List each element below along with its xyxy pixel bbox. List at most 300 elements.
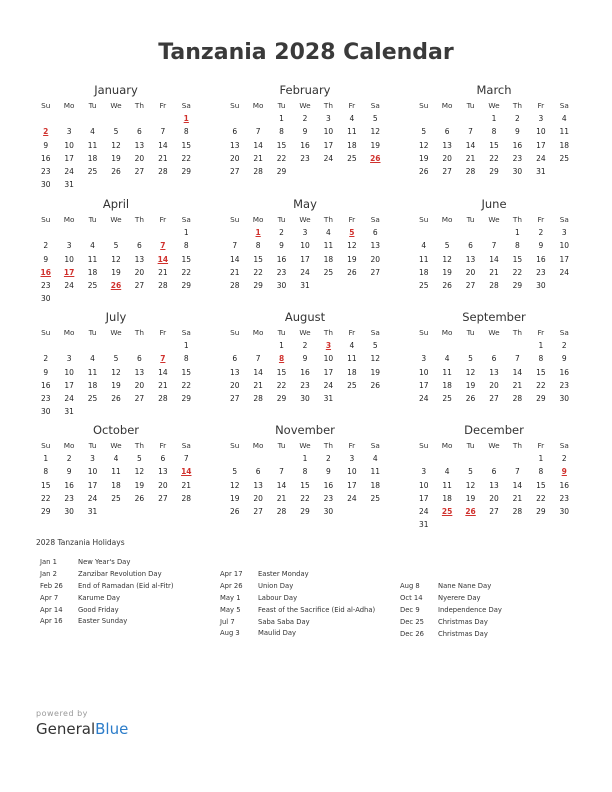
calendar-day[interactable]: 18 [418, 267, 429, 277]
calendar-day[interactable]: 17 [323, 367, 334, 377]
calendar-day[interactable]: 17 [347, 480, 357, 490]
calendar-day[interactable]: 22 [181, 380, 192, 390]
calendar-day[interactable]: 4 [349, 341, 355, 351]
calendar-day[interactable]: 23 [512, 153, 523, 163]
calendar-day[interactable]: 9 [43, 254, 49, 264]
calendar-day[interactable]: 9 [66, 467, 72, 477]
calendar-day[interactable]: 10 [347, 467, 357, 477]
calendar-day[interactable]: 24 [64, 280, 74, 290]
calendar-day[interactable]: 3 [349, 454, 355, 464]
calendar-day[interactable]: 5 [113, 354, 119, 364]
calendar-day[interactable]: 18 [559, 140, 570, 150]
calendar-day[interactable]: 15 [300, 480, 310, 490]
calendar-day[interactable]: 17 [64, 153, 74, 163]
calendar-day[interactable]: 9 [515, 127, 520, 137]
calendar-day[interactable]: 12 [370, 127, 381, 137]
calendar-day[interactable]: 18 [442, 380, 452, 390]
calendar-day[interactable]: 21 [512, 493, 523, 503]
calendar-day[interactable]: 19 [111, 153, 121, 163]
calendar-day[interactable]: 18 [87, 153, 98, 163]
calendar-day[interactable]: 6 [255, 467, 261, 477]
calendar-day[interactable]: 8 [183, 127, 189, 137]
calendar-day[interactable]: 6 [137, 127, 142, 137]
calendar-day[interactable]: 6 [444, 127, 450, 137]
calendar-day[interactable]: 20 [442, 153, 452, 163]
calendar-day[interactable]: 29 [181, 166, 192, 176]
calendar-day[interactable]: 26 [134, 493, 145, 503]
calendar-day[interactable]: 4 [421, 241, 427, 251]
calendar-day[interactable]: 27 [158, 493, 168, 503]
calendar-day[interactable]: 4 [90, 241, 95, 251]
holiday-day[interactable]: 14 [181, 467, 192, 477]
calendar-day[interactable]: 12 [111, 140, 121, 150]
calendar-day[interactable]: 22 [512, 267, 523, 277]
calendar-day[interactable]: 28 [276, 506, 287, 516]
calendar-day[interactable]: 12 [465, 480, 476, 490]
calendar-day[interactable]: 3 [538, 114, 544, 124]
calendar-day[interactable]: 21 [489, 267, 499, 277]
calendar-day[interactable]: 23 [64, 493, 74, 503]
calendar-day[interactable]: 19 [370, 367, 381, 377]
calendar-day[interactable]: 15 [276, 140, 287, 150]
calendar-day[interactable]: 22 [276, 153, 287, 163]
calendar-day[interactable]: 11 [370, 467, 381, 477]
calendar-day[interactable]: 18 [347, 367, 357, 377]
calendar-day[interactable]: 11 [442, 480, 452, 490]
calendar-day[interactable]: 16 [40, 380, 51, 390]
calendar-day[interactable]: 30 [323, 506, 334, 516]
calendar-day[interactable]: 8 [302, 467, 308, 477]
calendar-day[interactable]: 2 [326, 454, 331, 464]
calendar-day[interactable]: 14 [489, 254, 499, 264]
calendar-day[interactable]: 22 [253, 267, 263, 277]
calendar-day[interactable]: 20 [229, 380, 240, 390]
calendar-day[interactable]: 30 [559, 393, 570, 403]
calendar-day[interactable]: 29 [276, 393, 287, 403]
calendar-day[interactable]: 17 [87, 480, 98, 490]
calendar-day[interactable]: 15 [512, 254, 523, 264]
calendar-day[interactable]: 13 [134, 254, 145, 264]
calendar-day[interactable]: 25 [418, 280, 429, 290]
calendar-day[interactable]: 3 [302, 228, 308, 238]
calendar-day[interactable]: 20 [370, 254, 381, 264]
calendar-day[interactable]: 9 [561, 354, 567, 364]
calendar-day[interactable]: 30 [40, 180, 51, 190]
calendar-day[interactable]: 11 [87, 367, 98, 377]
calendar-day[interactable]: 2 [43, 354, 49, 364]
calendar-day[interactable]: 10 [536, 127, 546, 137]
calendar-day[interactable]: 2 [66, 454, 72, 464]
calendar-day[interactable]: 4 [561, 114, 567, 124]
calendar-day[interactable]: 26 [418, 166, 429, 176]
calendar-day[interactable]: 2 [43, 241, 49, 251]
calendar-day[interactable]: 13 [442, 140, 452, 150]
calendar-day[interactable]: 22 [536, 493, 546, 503]
calendar-day[interactable]: 25 [370, 493, 381, 503]
calendar-day[interactable]: 7 [183, 454, 189, 464]
calendar-day[interactable]: 22 [276, 380, 287, 390]
calendar-day[interactable]: 7 [279, 467, 284, 477]
calendar-day[interactable]: 28 [229, 280, 240, 290]
calendar-day[interactable]: 3 [66, 241, 72, 251]
calendar-day[interactable]: 8 [255, 241, 261, 251]
calendar-day[interactable]: 3 [66, 127, 72, 137]
calendar-day[interactable]: 10 [418, 480, 429, 490]
calendar-day[interactable]: 22 [40, 493, 51, 503]
calendar-day[interactable]: 14 [158, 140, 168, 150]
calendar-day[interactable]: 25 [559, 153, 570, 163]
calendar-day[interactable]: 14 [512, 367, 523, 377]
calendar-day[interactable]: 26 [465, 393, 476, 403]
calendar-day[interactable]: 23 [536, 267, 546, 277]
calendar-day[interactable]: 2 [561, 341, 567, 351]
holiday-day[interactable]: 3 [325, 341, 332, 351]
calendar-day[interactable]: 22 [181, 267, 192, 277]
calendar-day[interactable]: 19 [370, 140, 381, 150]
calendar-day[interactable]: 12 [370, 354, 381, 364]
calendar-day[interactable]: 20 [229, 153, 240, 163]
calendar-day[interactable]: 7 [255, 127, 261, 137]
calendar-day[interactable]: 1 [491, 114, 497, 124]
calendar-day[interactable]: 19 [111, 380, 121, 390]
calendar-day[interactable]: 1 [538, 341, 544, 351]
calendar-day[interactable]: 28 [512, 393, 523, 403]
calendar-day[interactable]: 4 [444, 354, 450, 364]
calendar-day[interactable]: 28 [512, 506, 523, 516]
calendar-day[interactable]: 14 [229, 254, 240, 264]
calendar-day[interactable]: 28 [158, 393, 168, 403]
calendar-day[interactable]: 24 [418, 506, 429, 516]
calendar-day[interactable]: 13 [134, 140, 145, 150]
calendar-day[interactable]: 27 [489, 506, 499, 516]
calendar-day[interactable]: 24 [323, 380, 334, 390]
calendar-day[interactable]: 14 [158, 367, 168, 377]
calendar-day[interactable]: 25 [87, 280, 98, 290]
calendar-day[interactable]: 17 [64, 380, 74, 390]
calendar-day[interactable]: 14 [512, 480, 523, 490]
calendar-day[interactable]: 8 [538, 467, 544, 477]
calendar-day[interactable]: 15 [253, 254, 263, 264]
calendar-day[interactable]: 1 [302, 454, 308, 464]
calendar-day[interactable]: 23 [40, 280, 51, 290]
calendar-day[interactable]: 23 [300, 380, 310, 390]
calendar-day[interactable]: 19 [465, 493, 476, 503]
calendar-day[interactable]: 11 [87, 254, 98, 264]
calendar-day[interactable]: 25 [347, 380, 357, 390]
calendar-day[interactable]: 11 [559, 127, 570, 137]
calendar-day[interactable]: 21 [253, 153, 263, 163]
calendar-day[interactable]: 28 [158, 166, 168, 176]
calendar-day[interactable]: 7 [491, 241, 497, 251]
calendar-day[interactable]: 5 [372, 114, 378, 124]
calendar-day[interactable]: 15 [536, 367, 546, 377]
holiday-day[interactable]: 25 [441, 506, 453, 516]
calendar-day[interactable]: 1 [43, 454, 49, 464]
calendar-day[interactable]: 20 [158, 480, 168, 490]
calendar-day[interactable]: 5 [421, 127, 427, 137]
calendar-day[interactable]: 24 [323, 153, 334, 163]
calendar-day[interactable]: 20 [134, 380, 145, 390]
calendar-day[interactable]: 4 [372, 454, 378, 464]
calendar-day[interactable]: 17 [323, 140, 334, 150]
calendar-day[interactable]: 13 [370, 241, 381, 251]
calendar-day[interactable]: 25 [87, 393, 98, 403]
holiday-day[interactable]: 7 [160, 241, 166, 251]
calendar-day[interactable]: 4 [326, 228, 331, 238]
calendar-day[interactable]: 22 [181, 153, 192, 163]
calendar-day[interactable]: 12 [465, 367, 476, 377]
calendar-day[interactable]: 10 [323, 354, 334, 364]
calendar-day[interactable]: 13 [465, 254, 476, 264]
calendar-day[interactable]: 5 [372, 341, 378, 351]
calendar-day[interactable]: 8 [183, 354, 189, 364]
calendar-day[interactable]: 18 [370, 480, 381, 490]
calendar-day[interactable]: 13 [158, 467, 168, 477]
calendar-day[interactable]: 21 [158, 153, 168, 163]
calendar-day[interactable]: 24 [300, 267, 310, 277]
calendar-day[interactable]: 3 [561, 228, 567, 238]
calendar-day[interactable]: 5 [468, 467, 473, 477]
calendar-day[interactable]: 22 [300, 493, 310, 503]
calendar-day[interactable]: 29 [253, 280, 263, 290]
calendar-day[interactable]: 29 [40, 506, 51, 516]
calendar-day[interactable]: 11 [323, 241, 334, 251]
calendar-day[interactable]: 7 [255, 354, 261, 364]
calendar-day[interactable]: 10 [323, 127, 334, 137]
calendar-day[interactable]: 16 [40, 153, 51, 163]
calendar-day[interactable]: 24 [418, 393, 429, 403]
calendar-day[interactable]: 8 [43, 467, 49, 477]
calendar-day[interactable]: 23 [323, 493, 334, 503]
calendar-day[interactable]: 15 [181, 254, 192, 264]
calendar-day[interactable]: 1 [183, 228, 189, 238]
calendar-day[interactable]: 10 [64, 254, 74, 264]
calendar-day[interactable]: 5 [137, 454, 142, 464]
calendar-day[interactable]: 7 [515, 354, 520, 364]
calendar-day[interactable]: 5 [468, 354, 473, 364]
calendar-day[interactable]: 20 [134, 267, 145, 277]
calendar-day[interactable]: 27 [229, 393, 240, 403]
calendar-day[interactable]: 24 [64, 393, 74, 403]
calendar-day[interactable]: 18 [111, 480, 121, 490]
calendar-day[interactable]: 19 [442, 267, 452, 277]
calendar-day[interactable]: 16 [559, 480, 570, 490]
holiday-day[interactable]: 26 [370, 153, 381, 163]
calendar-day[interactable]: 15 [181, 140, 192, 150]
calendar-day[interactable]: 5 [444, 241, 450, 251]
calendar-day[interactable]: 21 [465, 153, 476, 163]
calendar-day[interactable]: 27 [442, 166, 452, 176]
calendar-day[interactable]: 2 [538, 228, 544, 238]
calendar-day[interactable]: 7 [232, 241, 238, 251]
calendar-day[interactable]: 13 [229, 367, 240, 377]
calendar-day[interactable]: 31 [536, 166, 546, 176]
calendar-day[interactable]: 24 [64, 166, 74, 176]
calendar-day[interactable]: 30 [64, 506, 74, 516]
calendar-day[interactable]: 28 [253, 393, 263, 403]
calendar-day[interactable]: 14 [253, 367, 263, 377]
calendar-day[interactable]: 18 [87, 267, 98, 277]
calendar-day[interactable]: 27 [253, 506, 263, 516]
calendar-day[interactable]: 19 [347, 254, 357, 264]
calendar-day[interactable]: 18 [87, 380, 98, 390]
calendar-day[interactable]: 7 [515, 467, 520, 477]
calendar-day[interactable]: 20 [253, 493, 263, 503]
calendar-day[interactable]: 13 [253, 480, 263, 490]
calendar-day[interactable]: 20 [134, 153, 145, 163]
calendar-day[interactable]: 17 [536, 140, 546, 150]
calendar-day[interactable]: 6 [491, 467, 497, 477]
holiday-day[interactable]: 7 [160, 354, 166, 364]
calendar-day[interactable]: 13 [229, 140, 240, 150]
holiday-day[interactable]: 16 [40, 267, 51, 277]
calendar-day[interactable]: 29 [536, 506, 546, 516]
calendar-day[interactable]: 31 [418, 520, 429, 530]
calendar-day[interactable]: 3 [66, 354, 72, 364]
calendar-day[interactable]: 12 [229, 480, 240, 490]
calendar-day[interactable]: 26 [370, 380, 381, 390]
calendar-day[interactable]: 24 [536, 153, 546, 163]
calendar-day[interactable]: 30 [536, 280, 546, 290]
calendar-day[interactable]: 12 [442, 254, 452, 264]
calendar-day[interactable]: 25 [323, 267, 334, 277]
calendar-day[interactable]: 24 [347, 493, 357, 503]
calendar-day[interactable]: 4 [90, 127, 95, 137]
calendar-day[interactable]: 25 [442, 393, 452, 403]
calendar-day[interactable]: 31 [64, 180, 74, 190]
calendar-day[interactable]: 29 [489, 166, 499, 176]
calendar-day[interactable]: 27 [134, 166, 145, 176]
calendar-day[interactable]: 28 [181, 493, 192, 503]
calendar-day[interactable]: 16 [559, 367, 570, 377]
calendar-day[interactable]: 4 [349, 114, 355, 124]
calendar-day[interactable]: 3 [90, 454, 95, 464]
holiday-day[interactable]: 5 [349, 228, 355, 238]
holiday-day[interactable]: 26 [110, 280, 122, 290]
calendar-day[interactable]: 21 [229, 267, 240, 277]
calendar-day[interactable]: 9 [326, 467, 331, 477]
calendar-day[interactable]: 15 [40, 480, 51, 490]
calendar-day[interactable]: 2 [561, 454, 567, 464]
calendar-day[interactable]: 3 [421, 354, 427, 364]
calendar-day[interactable]: 21 [276, 493, 287, 503]
calendar-day[interactable]: 1 [279, 114, 284, 124]
calendar-day[interactable]: 9 [302, 354, 308, 364]
calendar-day[interactable]: 31 [64, 407, 74, 417]
calendar-day[interactable]: 2 [302, 341, 308, 351]
calendar-day[interactable]: 16 [64, 480, 74, 490]
holiday-day[interactable]: 14 [157, 254, 169, 264]
calendar-day[interactable]: 17 [418, 493, 429, 503]
calendar-day[interactable]: 17 [418, 380, 429, 390]
calendar-day[interactable]: 29 [181, 393, 192, 403]
calendar-day[interactable]: 6 [232, 354, 238, 364]
calendar-day[interactable]: 23 [40, 393, 51, 403]
calendar-day[interactable]: 21 [158, 380, 168, 390]
calendar-day[interactable]: 23 [559, 493, 570, 503]
calendar-day[interactable]: 23 [300, 153, 310, 163]
calendar-day[interactable]: 20 [489, 493, 499, 503]
calendar-day[interactable]: 16 [323, 480, 334, 490]
calendar-day[interactable]: 6 [372, 228, 378, 238]
calendar-day[interactable]: 28 [465, 166, 476, 176]
calendar-day[interactable]: 8 [183, 241, 189, 251]
calendar-day[interactable]: 12 [111, 367, 121, 377]
calendar-day[interactable]: 19 [465, 380, 476, 390]
calendar-day[interactable]: 19 [418, 153, 429, 163]
calendar-day[interactable]: 22 [489, 153, 499, 163]
calendar-day[interactable]: 9 [279, 241, 284, 251]
calendar-day[interactable]: 12 [418, 140, 429, 150]
calendar-day[interactable]: 18 [442, 493, 452, 503]
calendar-day[interactable]: 13 [489, 367, 499, 377]
calendar-day[interactable]: 7 [468, 127, 473, 137]
holiday-day[interactable]: 1 [255, 228, 261, 238]
calendar-day[interactable]: 6 [137, 241, 142, 251]
calendar-day[interactable]: 15 [276, 367, 287, 377]
calendar-day[interactable]: 30 [276, 280, 287, 290]
calendar-day[interactable]: 14 [465, 140, 476, 150]
calendar-day[interactable]: 14 [253, 140, 263, 150]
calendar-day[interactable]: 9 [538, 241, 544, 251]
calendar-day[interactable]: 16 [300, 140, 310, 150]
calendar-day[interactable]: 6 [468, 241, 473, 251]
calendar-day[interactable]: 7 [160, 127, 166, 137]
calendar-day[interactable]: 27 [134, 280, 145, 290]
calendar-day[interactable]: 19 [134, 480, 145, 490]
calendar-day[interactable]: 5 [232, 467, 238, 477]
calendar-day[interactable]: 1 [538, 454, 544, 464]
calendar-day[interactable]: 27 [134, 393, 145, 403]
calendar-day[interactable]: 15 [489, 140, 499, 150]
calendar-day[interactable]: 26 [111, 393, 121, 403]
calendar-day[interactable]: 10 [559, 241, 570, 251]
calendar-day[interactable]: 14 [276, 480, 287, 490]
calendar-day[interactable]: 1 [183, 341, 189, 351]
calendar-day[interactable]: 20 [489, 380, 499, 390]
calendar-day[interactable]: 21 [253, 380, 263, 390]
calendar-day[interactable]: 26 [111, 166, 121, 176]
calendar-day[interactable]: 26 [347, 267, 357, 277]
calendar-day[interactable]: 23 [276, 267, 287, 277]
calendar-day[interactable]: 4 [90, 354, 95, 364]
calendar-day[interactable]: 11 [347, 127, 357, 137]
calendar-day[interactable]: 28 [253, 166, 263, 176]
calendar-day[interactable]: 27 [229, 166, 240, 176]
calendar-day[interactable]: 24 [559, 267, 570, 277]
calendar-day[interactable]: 15 [536, 480, 546, 490]
calendar-day[interactable]: 13 [134, 367, 145, 377]
calendar-day[interactable]: 18 [347, 140, 357, 150]
calendar-day[interactable]: 31 [323, 393, 334, 403]
calendar-day[interactable]: 11 [442, 367, 452, 377]
calendar-day[interactable]: 1 [279, 341, 284, 351]
calendar-day[interactable]: 31 [87, 506, 98, 516]
calendar-day[interactable]: 11 [347, 354, 357, 364]
calendar-day[interactable]: 25 [87, 166, 98, 176]
calendar-day[interactable]: 29 [536, 393, 546, 403]
calendar-day[interactable]: 31 [300, 280, 310, 290]
calendar-day[interactable]: 8 [515, 241, 520, 251]
calendar-day[interactable]: 30 [559, 506, 570, 516]
calendar-day[interactable]: 8 [538, 354, 544, 364]
calendar-day[interactable]: 23 [40, 166, 51, 176]
calendar-day[interactable]: 27 [370, 267, 381, 277]
calendar-day[interactable]: 30 [300, 393, 310, 403]
calendar-day[interactable]: 11 [111, 467, 121, 477]
calendar-day[interactable]: 16 [276, 254, 287, 264]
calendar-day[interactable]: 6 [160, 454, 166, 464]
